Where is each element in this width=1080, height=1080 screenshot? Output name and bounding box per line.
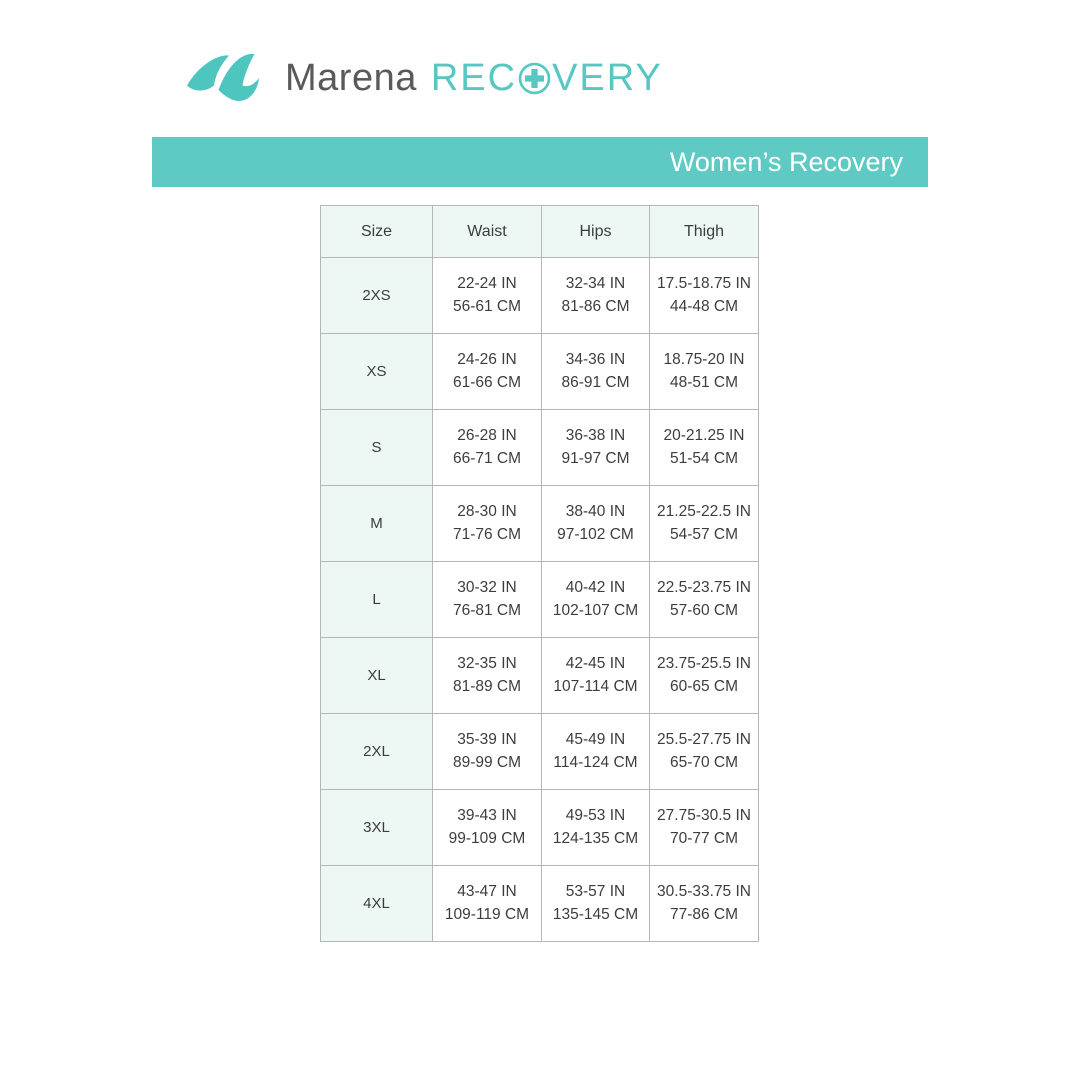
measurement-in: 24-26 IN [457, 351, 517, 369]
size-cell: XS [321, 334, 433, 410]
table-row [321, 486, 759, 562]
thigh-cell [650, 714, 759, 790]
table-row [321, 638, 759, 714]
header-hips: Hips [542, 206, 650, 258]
header-thigh: Thigh [650, 206, 759, 258]
measurement-cm: 65-70 CM [669, 753, 739, 771]
measurement-in: 20-21.25 IN [663, 427, 745, 445]
table-row [321, 410, 759, 486]
size-cell: 3XL [321, 790, 433, 866]
measurement-in: 18.75-20 IN [663, 351, 745, 369]
measurement-in: 49-53 IN [565, 807, 626, 825]
table-row [321, 790, 759, 866]
hips-cell [542, 638, 650, 714]
waist-cell [433, 562, 542, 638]
size-cell: L [321, 562, 433, 638]
measurement-in: 36-38 IN [565, 427, 626, 445]
measurement-cm: 86-91 CM [561, 373, 630, 391]
measurement-in: 23.75-25.5 IN [657, 655, 751, 673]
measurement-cm: 54-57 CM [669, 525, 739, 543]
table-row [321, 562, 759, 638]
measurement-in: 38-40 IN [565, 503, 626, 521]
measurement-cm: 51-54 CM [669, 449, 739, 467]
measurement-in: 32-34 IN [565, 275, 626, 293]
measurement-in: 34-36 IN [565, 351, 626, 369]
measurement-cm: 114-124 CM [553, 753, 638, 771]
measurement-cm: 97-102 CM [557, 525, 634, 543]
section-banner [152, 137, 928, 187]
measurement-in: 40-42 IN [565, 579, 626, 597]
hips-cell [542, 410, 650, 486]
measurement-cm: 48-51 CM [669, 373, 739, 391]
measurement-cm: 107-114 CM [553, 677, 638, 695]
measurement-in: 22.5-23.75 IN [657, 579, 751, 597]
measurement-cm: 99-109 CM [448, 829, 526, 847]
header-size: Size [321, 206, 433, 258]
size-cell: S [321, 410, 433, 486]
measurement-in: 35-39 IN [457, 731, 517, 749]
banner-title: Women’s Recovery [669, 146, 903, 177]
measurement-in: 27.75-30.5 IN [657, 807, 751, 825]
measurement-cm: 60-65 CM [669, 677, 739, 695]
size-cell: XL [321, 638, 433, 714]
size-cell: 2XS [321, 258, 433, 334]
measurement-in: 21.25-22.5 IN [657, 503, 751, 521]
hips-cell [542, 334, 650, 410]
hips-cell [542, 258, 650, 334]
plus-circle-icon [518, 62, 551, 95]
table-row [321, 866, 759, 942]
marena-swoosh-icon [183, 48, 275, 108]
waist-cell [433, 334, 542, 410]
size-cell: 2XL [321, 714, 433, 790]
measurement-cm: 61-66 CM [452, 373, 522, 391]
measurement-cm: 56-61 CM [452, 297, 522, 315]
product-name-pre: REC [430, 56, 518, 99]
measurement-in: 17.5-18.75 IN [657, 275, 751, 293]
waist-cell [433, 410, 542, 486]
measurement-in: 45-49 IN [565, 731, 626, 749]
measurement-in: 30-32 IN [457, 579, 517, 597]
waist-cell [433, 638, 542, 714]
table-row [321, 714, 759, 790]
measurement-cm: 109-119 CM [444, 905, 530, 923]
table-row [321, 334, 759, 410]
product-name-post: VERY [552, 56, 663, 99]
hips-cell [542, 486, 650, 562]
waist-cell [433, 714, 542, 790]
hips-cell [542, 714, 650, 790]
measurement-cm: 91-97 CM [561, 449, 630, 467]
measurement-cm: 76-81 CM [452, 601, 522, 619]
measurement-cm: 124-135 CM [552, 829, 639, 847]
size-cell: M [321, 486, 433, 562]
measurement-cm: 71-76 CM [452, 525, 522, 543]
measurement-cm: 77-86 CM [669, 905, 739, 923]
brand-name: Marena [285, 56, 417, 99]
table-header-row [321, 206, 759, 258]
thigh-cell [650, 562, 759, 638]
measurement-cm: 44-48 CM [669, 297, 739, 315]
thigh-cell [650, 638, 759, 714]
measurement-in: 53-57 IN [565, 883, 626, 901]
header-waist: Waist [433, 206, 542, 258]
measurement-cm: 135-145 CM [552, 905, 639, 923]
size-chart-table [320, 205, 759, 942]
waist-cell [433, 486, 542, 562]
product-name [431, 57, 663, 100]
hips-cell [542, 562, 650, 638]
measurement-cm: 89-99 CM [452, 753, 522, 771]
size-cell: 4XL [321, 866, 433, 942]
thigh-cell [650, 334, 759, 410]
measurement-cm: 102-107 CM [552, 601, 639, 619]
hips-cell [542, 866, 650, 942]
hips-cell [542, 790, 650, 866]
waist-cell [433, 258, 542, 334]
measurement-in: 39-43 IN [457, 807, 517, 825]
measurement-cm: 57-60 CM [669, 601, 739, 619]
measurement-in: 42-45 IN [565, 655, 626, 673]
thigh-cell [650, 410, 759, 486]
measurement-in: 32-35 IN [457, 655, 517, 673]
measurement-cm: 66-71 CM [452, 449, 522, 467]
brand-logo [183, 48, 663, 108]
measurement-in: 25.5-27.75 IN [657, 731, 751, 749]
table-row [321, 258, 759, 334]
measurement-in: 28-30 IN [457, 503, 517, 521]
measurement-cm: 81-89 CM [452, 677, 522, 695]
measurement-in: 22-24 IN [457, 275, 517, 293]
measurement-in: 30.5-33.75 IN [657, 883, 751, 901]
waist-cell [433, 790, 542, 866]
thigh-cell [650, 486, 759, 562]
measurement-in: 26-28 IN [457, 427, 517, 445]
thigh-cell [650, 258, 759, 334]
measurement-cm: 81-86 CM [561, 297, 630, 315]
waist-cell [433, 866, 542, 942]
thigh-cell [650, 790, 759, 866]
measurement-cm: 70-77 CM [669, 829, 739, 847]
thigh-cell [650, 866, 759, 942]
measurement-in: 43-47 IN [457, 883, 517, 901]
